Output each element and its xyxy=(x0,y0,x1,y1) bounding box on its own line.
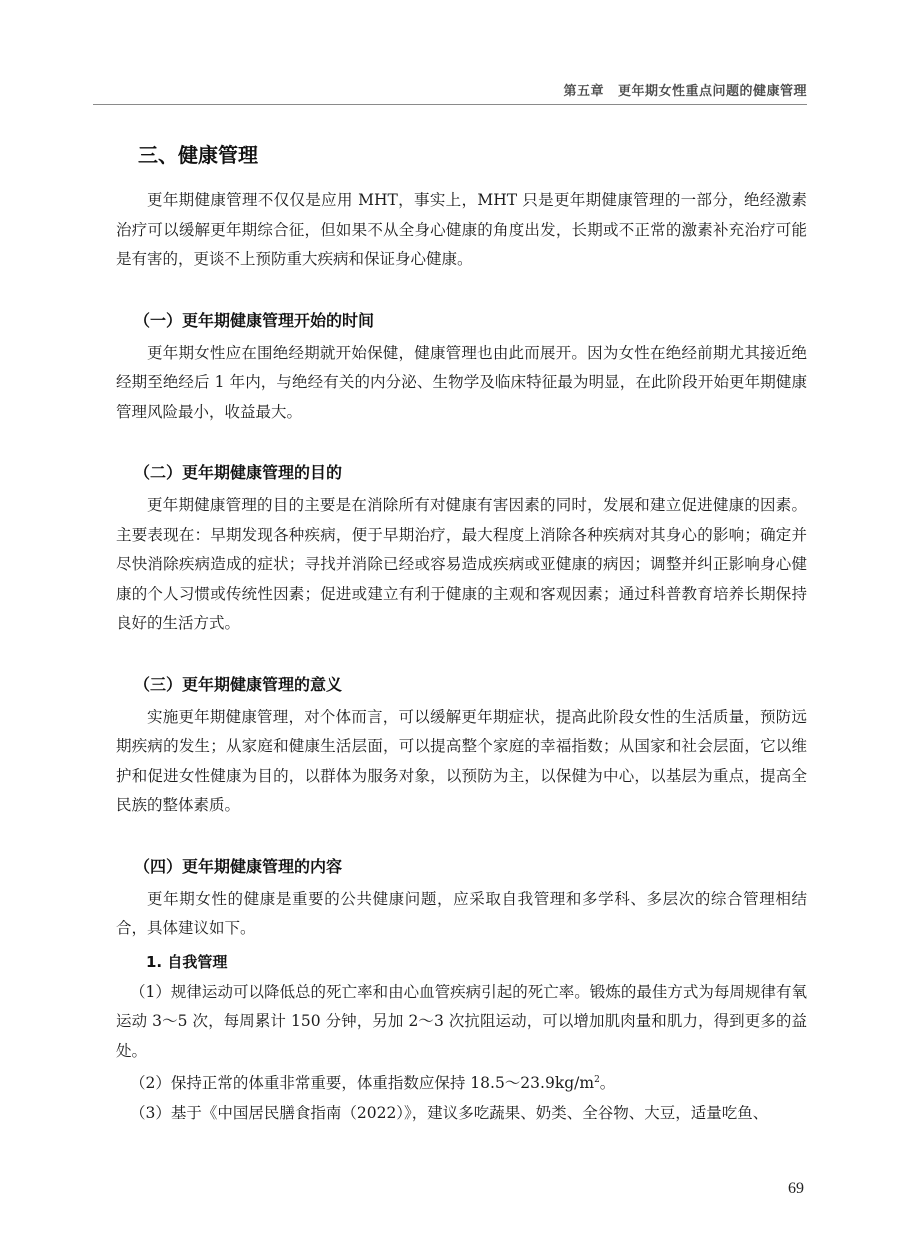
subsection-title-significance: （三）更年期健康管理的意义 xyxy=(134,674,343,694)
self-management-item-3: （3）基于《中国居民膳食指南（2022）》，建议多吃蔬果、奶类、全谷物、大豆，适量吃鱼、 xyxy=(130,1103,769,1122)
subsection-title-purpose: （二）更年期健康管理的目的 xyxy=(134,463,343,482)
self-management-item-2-text: （2）保持正常的体重非常重要，体重指数应保持 18.5～23.9kg/m xyxy=(130,1074,595,1093)
running-header xyxy=(563,80,807,99)
subsection-body-significance: 实施更年期健康管理，对个体而言，可以缓解更年期症状，提高此阶段女性的生活质量，预防远期疾病的发生；从家庭和健康生活层面，可以提高整个家庭的幸福指数；从国家和社会层面，它以维护和促进女性健康为目的，以群体为服务对象，以预防为主，以保健为中心，以基层为重点，提高全民族的整体素质。 xyxy=(116,707,807,814)
self-management-item-2-end: 。 xyxy=(599,1074,616,1093)
superscript-exponent: 2 xyxy=(594,1075,600,1085)
page-content xyxy=(116,140,807,1128)
self-management-title: 1. 自我管理 xyxy=(146,952,228,971)
header-divider xyxy=(93,104,807,105)
subsection-body-purpose: 更年期健康管理的目的主要是在消除所有对健康有害因素的同时，发展和建立促进健康的因素。主要表现在：早期发现各种疾病，便于早期治疗，最大程度上消除各种疾病对其身心的影响；确定并尽快消除疾病造成的症状；寻找并消除已经或容易造成疾病或亚健康的病因；调整并纠正影响身心健康的个人习惯或传统性因素；促进或建立有利于健康的主观和客观因素；通过科普教育培养长期保持良好的生活方式。 xyxy=(116,496,807,632)
chapter-number: 第五章 xyxy=(563,84,604,99)
page-number: 69 xyxy=(788,1180,804,1197)
subsection-body-content: 更年期女性的健康是重要的公共健康问题，应采取自我管理和多学科、多层次的综合管理相结合，具体建议如下。 xyxy=(116,889,807,937)
subsection-title-timing: （一）更年期健康管理开始的时间 xyxy=(134,310,375,330)
section-title: 三、健康管理 xyxy=(138,143,258,167)
self-management-item-1: （1）规律运动可以降低总的死亡率和由心血管疾病引起的死亡率。锻炼的最佳方式为每周规律有氧运动 3～5 次，每周累计 150 分钟，另加 2～3 次抗阻运动，可以增加肌肉量和肌力，得到更多的益处。 xyxy=(116,982,807,1060)
chapter-title: 更年期女性重点问题的健康管理 xyxy=(617,84,807,99)
subsection-body-timing: 更年期女性应在围绝经期就开始保健，健康管理也由此而展开。因为女性在绝经前期尤其接近绝经期至绝经后 1 年内，与绝经有关的内分泌、生物学及临床特征最为明显，在此阶段开始更年期健康管理风险最小，收益最大。 xyxy=(116,343,807,421)
self-management-item-2 xyxy=(116,1066,807,1099)
section-intro-paragraph: 更年期健康管理不仅仅是应用 MHT，事实上，MHT 只是更年期健康管理的一部分，绝经激素治疗可以缓解更年期综合征，但如果不从全身心健康的角度出发，长期或不正常的激素补充治疗可能是有害的，更谈不上预防重大疾病和保证身心健康。 xyxy=(116,191,807,268)
subsection-title-content: （四）更年期健康管理的内容 xyxy=(134,856,343,876)
